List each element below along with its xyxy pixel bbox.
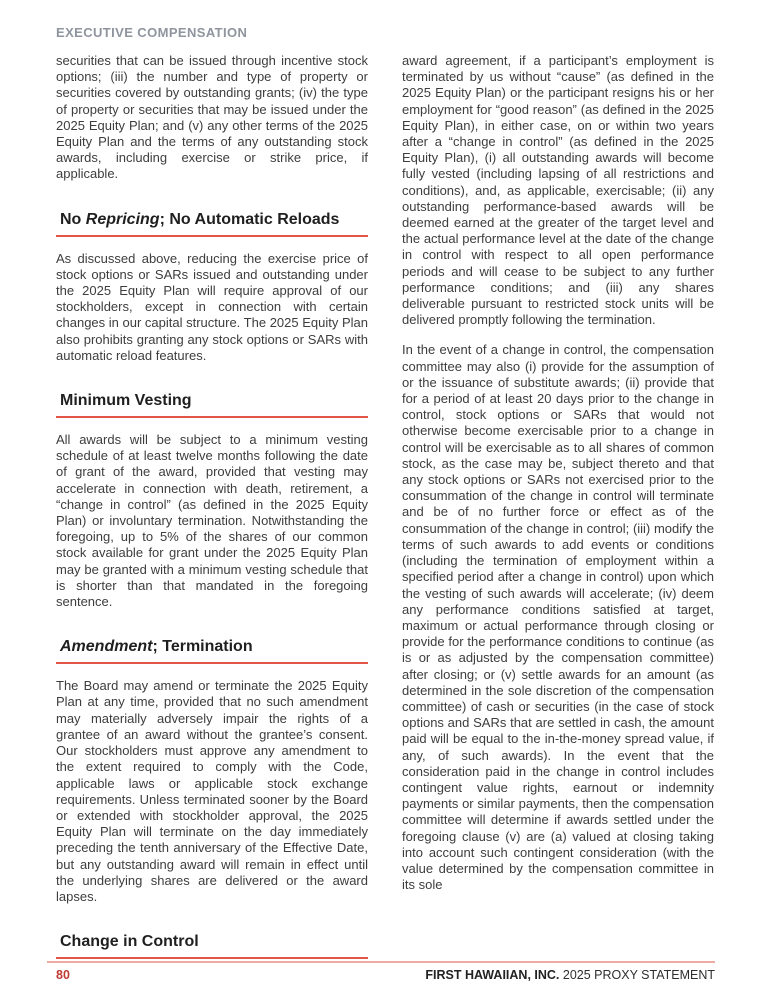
section-amendment-termination [56, 637, 368, 905]
footer-brand [425, 968, 715, 982]
heading-text-italic: Amendment [60, 638, 153, 656]
paragraph: All awards will be subject to a minimum vesting schedule of at least twelve months following the date of grant of the award, provided that vesting may accelerate in connection with death, retirement, a “change in control” (as defined in the 2025 Equity Plan) or involuntary termination. Notwithstanding the foregoing, up to 5% of the shares of our common stock available for grant under the 2025 Equity Plan may be granted with a minimum vesting schedule that is shorter than that mandated in the foregoing sentence. [56, 432, 368, 610]
page-footer [47, 961, 715, 982]
page-content [56, 25, 714, 969]
right-column [402, 53, 714, 969]
section-eyebrow: EXECUTIVE COMPENSATION [56, 25, 248, 40]
heading-text-italic: Repricing [85, 210, 160, 228]
section-no-repricing [56, 210, 368, 364]
footer-brand-title: 2025 PROXY STATEMENT [559, 968, 715, 982]
footer-brand-company: FIRST HAWAIIAN, INC. [425, 968, 560, 982]
paragraph: In the event of a change in control, the compensation committee may also (i) provide for the assumption of or the issuance of substitute awards; (ii) provide that for a period of at least 20 days prior to the change in control, stock options or SARs that would not otherwise become exercisable prior to a change in control will be exercisable as to all shares of common stock, as the case may be, subject thereto and that any stock options or SARs not exercised prior to the consummation of the change in control will terminate and be of no further force or effect as of the consummation of the change in control; (iii) modify the terms of such awards to add events or conditions (including the termination of employment within a specified period after a change in control) upon which the vesting of such awards will accelerate; (iv) deem any performance conditions satisfied at target, maximum or actual performance through closing or provide for the performance conditions to continue (as is or as adjusted by the compensation committee) after closing; or (v) settle awards for an amount (as determined in the sole discretion of the compensation committee) of cash or securities (in the case of stock options and SARs that are settled in cash, the amount paid will be equal to the in-the-money spread value, if any, of such awards). In the event that the consideration paid in the change in control includes contingent value rights, earnout or indemnity payments or similar payments, then the compensation committee will determine if awards settled under the foregoing clause (v) are (a) valued at closing taking into account such contingent consideration (with the value determined by the compensation committee in its sole [402, 342, 714, 893]
paragraph: As discussed above, reducing the exercise price of stock options or SARs issued and outstanding under the 2025 Equity Plan will require approval of our stockholders, except in connection with certain changes in our capital structure. The 2025 Equity Plan also prohibits granting any stock options or SARs with automatic reload features. [56, 250, 368, 363]
left-column [56, 53, 368, 969]
section-heading [56, 391, 368, 418]
section-heading [56, 932, 368, 959]
heading-text: ; Termination [152, 638, 253, 656]
heading-text: ; No Automatic Reloads [159, 210, 340, 228]
heading-text: Change in Control [60, 933, 199, 951]
heading-text: Minimum Vesting [60, 392, 192, 410]
two-column-layout [56, 53, 714, 969]
section-minimum-vesting [56, 391, 368, 610]
paragraph: award agreement, if a participant’s employment is terminated by us without “cause” (as defined in the 2025 Equity Plan) or the participant resigns his or her employment for “good reason” (as defined in the 2025 Equity Plan), in either case, on or within two years after a “change in control” (as defined in the 2025 Equity Plan), (i) all outstanding awards will become fully vested (including lapsing of all restrictions and conditions), and, as applicable, exercisable; (ii) any outstanding performance-based awards will be deemed earned at the greater of the target level and the actual performance level at the date of the change in control with respect to all open performance periods and will cease to be subject to any further performance conditions; and (iii) any shares deliverable pursuant to restricted stock units will be delivered promptly following the termination. [402, 53, 714, 328]
paragraph: securities that can be issued through incentive stock options; (iii) the number and type of property or securities covered by outstanding grants; (iv) the type of property or securities that may be issued under the 2025 Equity Plan; and (v) any other terms of the 2025 Equity Plan and the terms of any outstanding stock awards, including exercise or strike price, if applicable. [56, 53, 368, 182]
page-number: 80 [56, 968, 70, 982]
section-heading [56, 210, 368, 237]
paragraph: The Board may amend or terminate the 2025 Equity Plan at any time, provided that no such amendment may materially adversely impair the rights of a grantee of an award without the grantee’s consent. Our stockholders must approve any amendment to the extent required to comply with the Code, applicable laws or applicable stock exchange requirements. Unless terminated sooner by the Board or extended with stockholder approval, the 2025 Equity Plan will terminate on the day immediately preceding the tenth anniversary of the Effective Date, but any outstanding award will remain in effect until the underlying shares are delivered or the award lapses. [56, 678, 368, 904]
heading-text: No [60, 210, 86, 228]
section-heading [56, 637, 368, 664]
